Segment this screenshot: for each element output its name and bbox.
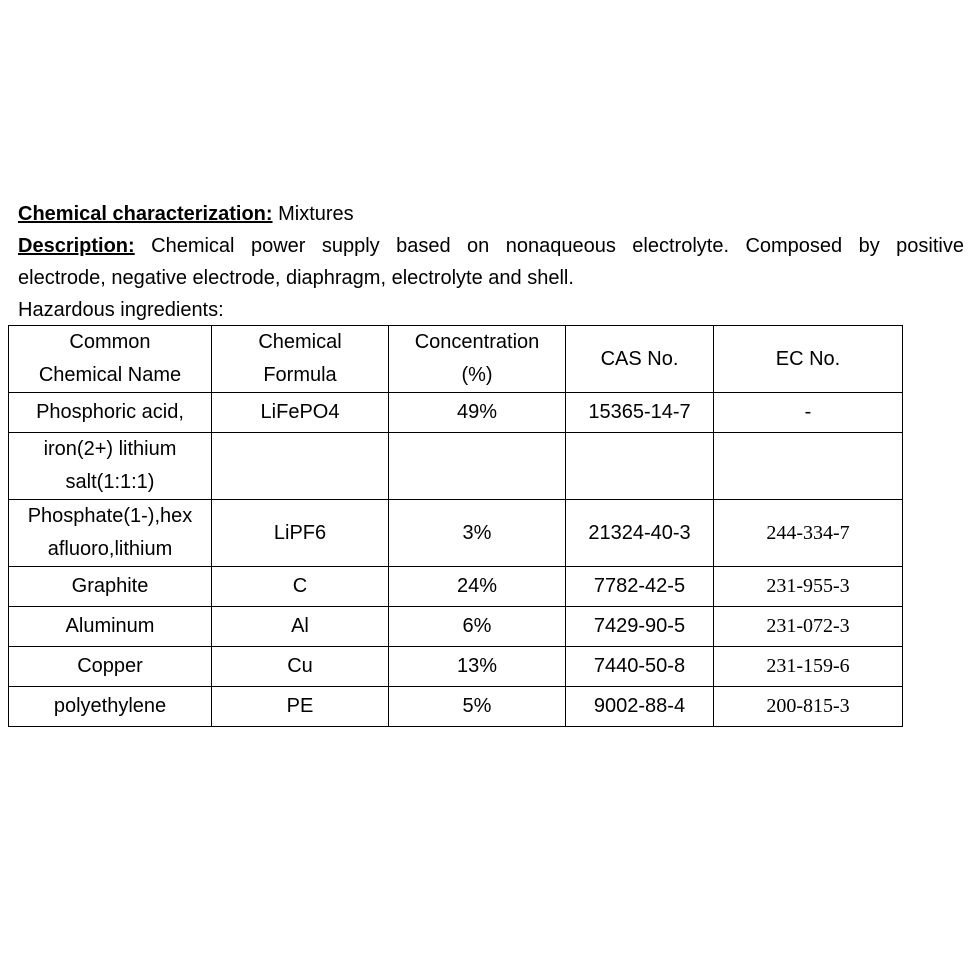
header-common-name: Common Chemical Name (9, 326, 212, 393)
ingredients-table-wrap (8, 325, 903, 727)
characterization-label: Chemical characterization: (18, 203, 273, 225)
cell-formula: C (212, 567, 389, 607)
cell-cas: 7429-90-5 (566, 607, 714, 647)
cell-ec: - (714, 393, 903, 433)
table-row (9, 687, 903, 727)
cell-cas: 7440-50-8 (566, 647, 714, 687)
header-formula: Chemical Formula (212, 326, 389, 393)
cell-concentration: 24% (389, 567, 566, 607)
table-row (9, 433, 903, 500)
cell-cas: 9002-88-4 (566, 687, 714, 727)
header-concentration: Concentration (%) (389, 326, 566, 393)
cell-ec: 231-159-6 (714, 647, 903, 687)
characterization-line (18, 198, 964, 230)
table-header-row (9, 326, 903, 393)
cell-cas: 21324-40-3 (566, 500, 714, 567)
cell-concentration (389, 433, 566, 500)
hazardous-label: Hazardous ingredients: (18, 299, 224, 321)
description-text-line1: Chemical power supply based on nonaqueous electrolyte. Composed by positive (151, 235, 964, 257)
cell-formula: LiPF6 (212, 500, 389, 567)
table-row (9, 567, 903, 607)
description-label: Description: (18, 235, 135, 257)
description-text-line2: electrode, negative electrode, diaphragm, electrolyte and shell. (18, 267, 574, 289)
cell-name: Phosphate(1-),hex afluoro,lithium (9, 500, 212, 567)
cell-concentration: 3% (389, 500, 566, 567)
cell-formula: Al (212, 607, 389, 647)
cell-name: Graphite (9, 567, 212, 607)
document-body (18, 198, 964, 326)
description-line (18, 230, 964, 262)
cell-name: Phosphoric acid, (9, 393, 212, 433)
table-row (9, 607, 903, 647)
cell-formula (212, 433, 389, 500)
cell-formula: PE (212, 687, 389, 727)
cell-concentration: 5% (389, 687, 566, 727)
table-row (9, 393, 903, 433)
cell-concentration: 6% (389, 607, 566, 647)
table-row (9, 500, 903, 567)
cell-ec: 231-072-3 (714, 607, 903, 647)
cell-name: iron(2+) lithium salt(1:1:1) (9, 433, 212, 500)
ingredients-table (8, 325, 903, 727)
cell-cas (566, 433, 714, 500)
header-ec: EC No. (714, 326, 903, 393)
cell-cas: 15365-14-7 (566, 393, 714, 433)
characterization-value: Mixtures (278, 203, 354, 225)
table-row (9, 647, 903, 687)
cell-name: polyethylene (9, 687, 212, 727)
cell-ec: 231-955-3 (714, 567, 903, 607)
cell-concentration: 13% (389, 647, 566, 687)
header-cas: CAS No. (566, 326, 714, 393)
cell-ec: 200-815-3 (714, 687, 903, 727)
cell-name: Copper (9, 647, 212, 687)
cell-formula: Cu (212, 647, 389, 687)
cell-formula: LiFePO4 (212, 393, 389, 433)
cell-name: Aluminum (9, 607, 212, 647)
cell-ec: 244-334-7 (714, 500, 903, 567)
description-continuation (18, 262, 964, 294)
cell-concentration: 49% (389, 393, 566, 433)
cell-ec (714, 433, 903, 500)
cell-cas: 7782-42-5 (566, 567, 714, 607)
hazardous-heading (18, 294, 964, 326)
